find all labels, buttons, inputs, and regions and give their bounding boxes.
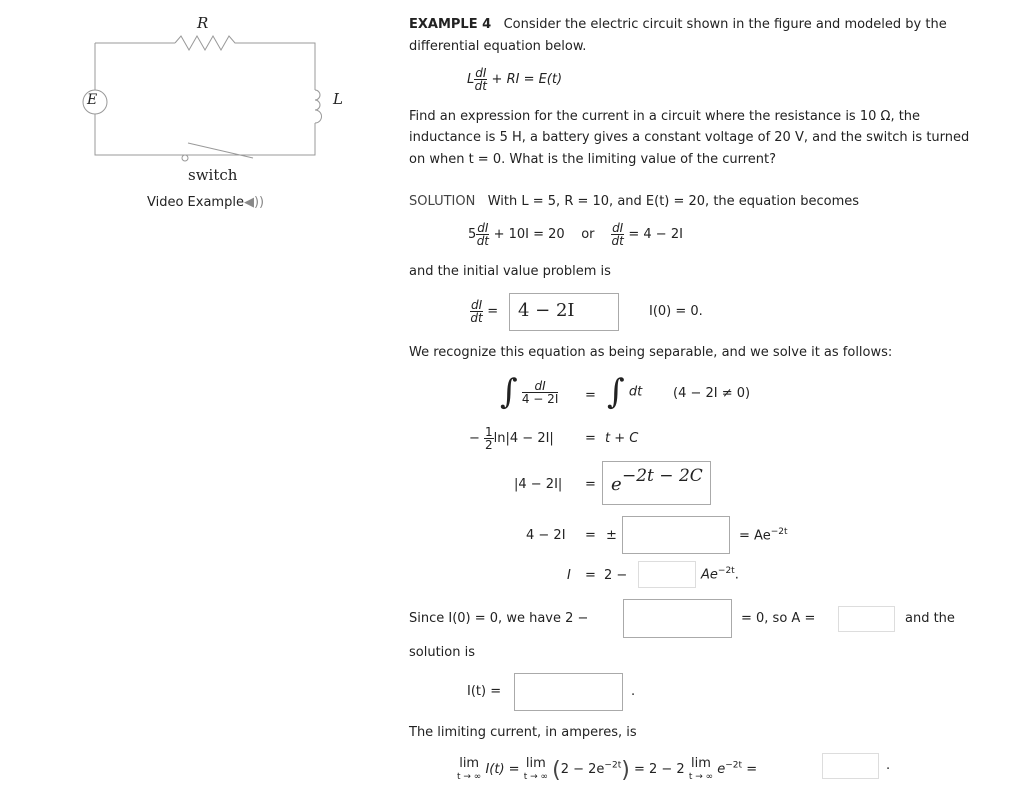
switch-label: switch [188,166,238,184]
abs-lhs: |4 − 2I| [514,477,563,492]
it-lhs: I(t) = [467,684,502,699]
limit-expression: lim t → ∞ I(t) = lim t → ∞ $(2 - 2e^{-2t}) = 2 - 2$ lim t → ∞ $e^{-2t}$ = [457,756,758,783]
video-example-link[interactable] [147,195,264,210]
differential-equation: L $\frac{dI}{dt}$ + RI = E(t) [467,66,563,93]
solution-intro: With L = 5, R = 10, and E(t) = 20, the equation becomes [487,194,860,209]
and-the-text: and the [905,611,955,626]
limit-answer-field[interactable] [822,753,879,779]
switch-contact [182,155,188,161]
resistor-symbol [175,36,240,50]
resistor-label: R [197,14,209,32]
circuit-diagram [75,10,355,185]
i-rhs: 2 − [604,568,628,583]
equals: = [585,388,596,403]
integral-lhs: ∫ $\frac{dI}{4 - 2I}$ [500,372,559,412]
separable-text: We recognize this equation as being separable, and we solve it as follows: [409,345,893,360]
a-value-field[interactable] [838,606,895,632]
equals: = [585,568,596,583]
initial-value-field[interactable] [623,599,732,638]
ivp-text: and the initial value problem is [409,264,611,279]
ivp-answer-field[interactable] [509,293,619,331]
plus-minus: ± [606,528,617,543]
abs-answer-base: e [611,474,622,495]
problem-text-2: inductance is 5 H, a battery gives a constant voltage of 20 V, and the switch is turned [409,130,970,145]
period: . [631,684,636,699]
i-tail: $Ae^{-2t}$. [701,566,739,583]
inductor-label: L [333,90,343,108]
example-label: EXAMPLE 4 [409,17,492,32]
i-coefficient-field[interactable] [638,561,696,588]
i-lhs: I [567,568,571,583]
equals: = [585,477,596,492]
integral-rhs: ∫ dt [607,372,643,412]
inductor-symbol [315,90,322,123]
equals: = [585,431,596,446]
abs-answer-field[interactable] [602,461,711,505]
solution-is-text: solution is [409,645,475,660]
ln-rhs: t + C [605,431,639,446]
initial-condition: I(0) = 0. [649,304,703,319]
ln-lhs: − $\frac{1}{2}$ ln|4 − 2I| [469,425,554,452]
intro-text-2: differential equation below. [409,39,587,54]
condition: (4 − 2I ≠ 0) [673,386,751,401]
problem-text-3: on when t = 0. What is the limiting value of the current? [409,152,777,167]
video-example-label: Video Example [147,195,244,210]
period: . [886,758,891,773]
pm-lhs: 4 − 2I [526,528,566,543]
limit-text: The limiting current, in amperes, is [409,725,637,740]
solution-label: SOLUTION [409,194,476,209]
since-text: Since I(0) = 0, we have 2 − [409,611,589,626]
equation-becomes: 5 $\frac{dI}{dt}$ + 10I = 20 or $\frac{dI}{dt}$ = 4 − 2I [468,221,683,248]
ivp-lhs: $\frac{dI}{dt}$ = [470,298,499,325]
problem-text-1: Find an expression for the current in a circuit where the resistance is 10 Ω, the [409,109,921,124]
intro-text: Consider the electric circuit shown in the figure and modeled by the [503,17,947,32]
battery-label: E [87,92,98,108]
switch-lever [188,143,253,158]
equals: = [585,528,596,543]
solution-field[interactable] [514,673,623,711]
speaker-icon: ◀)) [243,195,265,210]
abs-answer-exponent: −2t − 2C [622,466,703,486]
pm-rhs: = $Ae^{-2t}$ [739,527,788,544]
pm-answer-field[interactable] [622,516,730,554]
so-a-text: = 0, so A = [741,611,816,626]
ivp-answer-value: 4 − 2I [518,300,575,321]
